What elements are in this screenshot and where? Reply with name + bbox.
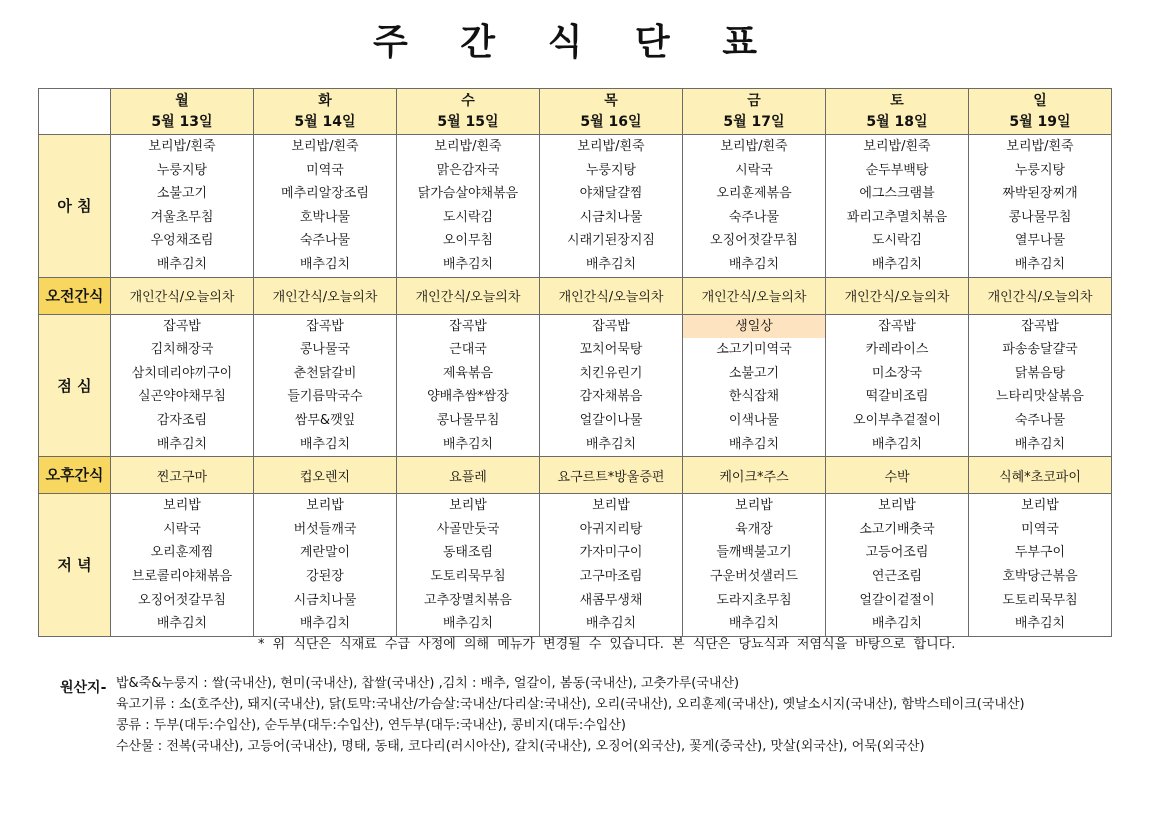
menu-item: 배추김치 [728,256,780,272]
page-title: 주 간 식 단 표 [372,22,777,63]
menu-item: 고구마조림 [579,568,643,584]
menu-item: 강된장 [306,568,344,584]
afternoon-snack-cell: 컵오렌지 [254,457,397,494]
menu-item: 배추김치 [728,436,780,452]
dinner-cell [254,494,397,637]
afternoon-snack-cell: 요플레 [397,457,540,494]
morning-snack-cell: 개인간식/오늘의차 [111,277,254,314]
day-header [254,89,397,135]
menu-item: 느타리맛살볶음 [996,389,1084,405]
day-header [111,89,254,135]
menu-change-note: * 위 식단은 식재료 수급 사정에 의해 메뉴가 변경될 수 있습니다. 본 식단은 당뇨식과 저염식을 바탕으로 합니다. [258,637,956,652]
menu-item: 맑은감자국 [436,162,500,178]
menu-item: 보리밥 [735,498,773,514]
menu-item: 배추김치 [442,436,494,452]
afternoon-snack-cell: 식혜*초코파이 [969,457,1112,494]
menu-item: 아귀지리탕 [579,521,643,537]
menu-item: 배추김치 [585,436,637,452]
afternoon-snack-row [39,457,1112,494]
menu-item: 미역국 [1021,521,1059,537]
day-date: 5월 13일 [151,113,213,130]
origin-line-rice-kimchi: 밥&죽&누룽지 : 쌀(국내산), 현미(국내산), 찹쌀(국내산) ,김치 : 배추, 얼갈이, 봄동(국내산), 고춧가루(국내산) [116,676,740,691]
lunch-cell [111,314,254,457]
dinner-cell [397,494,540,637]
menu-item: 감자채볶음 [579,389,643,405]
day-name: 월 [175,92,189,109]
day-date: 5월 18일 [866,113,928,130]
menu-item: 쌈무&깻잎 [294,412,356,428]
breakfast-cell [111,135,254,278]
menu-item: 숙주나물 [1014,412,1066,428]
menu-item: 제육볶음 [442,365,494,381]
menu-item: 꼬치어묵탕 [579,342,643,358]
menu-item: 꽈리고추멸치볶음 [846,209,948,225]
lunch-cell [683,314,826,457]
breakfast-label: 아 침 [39,135,111,278]
lunch-cell [397,314,540,457]
day-name: 일 [1033,92,1047,109]
menu-item: 보리밥 [878,498,916,514]
morning-snack-row [39,277,1112,314]
dinner-cell [540,494,683,637]
menu-item: 에그스크램블 [859,186,935,202]
menu-item: 배추김치 [1014,256,1066,272]
menu-item: 오징어젓갈무침 [138,592,226,608]
menu-item: 잡곡밥 [592,318,630,334]
menu-item: 열무나물 [1014,233,1066,249]
morning-snack-cell: 개인간식/오늘의차 [826,277,969,314]
menu-item: 보리밥/흰죽 [1006,139,1074,154]
menu-item: 오이무침 [442,233,494,249]
menu-item: 숙주나물 [728,209,780,225]
morning-snack-cell: 개인간식/오늘의차 [540,277,683,314]
morning-snack-cell: 개인간식/오늘의차 [254,277,397,314]
menu-item: 배추김치 [871,616,923,632]
dinner-cell [826,494,969,637]
day-date: 5월 15일 [437,113,499,130]
menu-item: 얼갈이나물 [579,412,643,428]
menu-item: 보리밥 [306,498,344,514]
menu-item: 소고기배춧국 [859,521,935,537]
morning-snack-label: 오전간식 [39,277,111,314]
dinner-cell [111,494,254,637]
menu-item: 닭볶음탕 [1014,365,1066,381]
menu-item: 보리밥 [449,498,487,514]
menu-item: 보리밥 [1021,498,1059,514]
menu-item: 배추김치 [156,436,208,452]
breakfast-row [39,135,1112,278]
menu-item: 가자미구이 [579,545,643,561]
menu-item: 얼갈이겉절이 [859,592,935,608]
menu-item: 보리밥/흰죽 [863,139,931,154]
menu-item: 사골만둣국 [436,521,500,537]
day-date: 5월 17일 [723,113,785,130]
menu-item: 고등어조림 [865,545,929,561]
menu-item: 배추김치 [871,436,923,452]
menu-item: 보리밥/흰죽 [291,139,359,154]
menu-item: 카레라이스 [865,342,929,358]
menu-item: 호박당근볶음 [1002,568,1078,584]
menu-item: 치킨유린기 [579,365,643,381]
menu-item: 보리밥/흰죽 [577,139,645,154]
menu-item: 배추김치 [442,256,494,272]
day-header [969,89,1112,135]
menu-item: 우엉채조림 [150,233,214,249]
menu-item: 보리밥 [163,498,201,514]
dinner-cell [683,494,826,637]
menu-item: 닭가슴살야채볶음 [417,186,519,202]
menu-item: 삼치데리야끼구이 [131,365,233,381]
morning-snack-cell: 개인간식/오늘의차 [969,277,1112,314]
menu-item: 미역국 [306,162,344,178]
dinner-label: 저 녁 [39,494,111,637]
day-header [683,89,826,135]
breakfast-cell [254,135,397,278]
menu-item: 잡곡밥 [878,318,916,334]
menu-item: 콩나물무침 [436,412,500,428]
menu-item: 한식잡채 [728,389,780,405]
day-date: 5월 14일 [294,113,356,130]
day-name: 금 [747,92,761,109]
origin-line-beans: 콩류 : 두부(대두:수입산), 순두부(대두:수입산), 연두부(대두:국내산), 콩비지(대두:수입산) [116,718,626,733]
menu-item: 시금치나물 [293,592,357,608]
menu-item: 새콤무생채 [579,592,643,608]
menu-item: 고추장멸치볶음 [424,592,512,608]
menu-item: 파송송달걀국 [1002,342,1078,358]
menu-item: 도토리묵무침 [430,568,506,584]
menu-item: 배추김치 [1014,616,1066,632]
menu-item: 브로콜리야채볶음 [131,568,233,584]
menu-item: 도시락김 [442,209,494,225]
menu-item: 오리훈제볶음 [716,186,792,202]
menu-item: 배추김치 [871,256,923,272]
menu-item: 야채달걀찜 [579,186,643,202]
menu-item: 짜박된장찌개 [1002,186,1078,202]
afternoon-snack-cell: 케이크*주스 [683,457,826,494]
menu-item: 계란말이 [299,545,351,561]
menu-item: 연근조림 [871,568,923,584]
menu-item: 구운버섯샐러드 [710,568,798,584]
day-header [826,89,969,135]
lunch-cell [540,314,683,457]
menu-item: 소불고기 [156,186,208,202]
menu-item: 양배추쌈*쌈장 [427,389,509,405]
dinner-cell [969,494,1112,637]
breakfast-cell [969,135,1112,278]
breakfast-cell [397,135,540,278]
menu-item: 배추김치 [299,616,351,632]
menu-item: 근대국 [449,342,487,358]
menu-item: 도라지초무침 [716,592,792,608]
menu-item: 두부구이 [1014,545,1066,561]
lunch-cell [826,314,969,457]
morning-snack-cell: 개인간식/오늘의차 [397,277,540,314]
menu-item: 들깨백불고기 [716,545,792,561]
menu-item: 오이부추겉절이 [853,412,941,428]
menu-item: 이색나물 [728,412,780,428]
lunch-row [39,314,1112,457]
menu-item: 잡곡밥 [163,318,201,334]
menu-item: 누룽지탕 [156,162,208,178]
menu-item: 도토리묵무침 [1002,592,1078,608]
menu-item: 메추리알장조림 [281,186,369,202]
menu-item: 배추김치 [728,616,780,632]
menu-item: 실곤약야채무침 [138,389,226,405]
afternoon-snack-cell: 수박 [826,457,969,494]
menu-item: 숙주나물 [299,233,351,249]
breakfast-cell [826,135,969,278]
dinner-row [39,494,1112,637]
menu-item: 호박나물 [299,209,351,225]
menu-item: 겨울초무침 [150,209,214,225]
menu-item: 동태조림 [442,545,494,561]
menu-item: 누룽지탕 [585,162,637,178]
menu-item: 배추김치 [442,616,494,632]
day-date: 5월 16일 [580,113,642,130]
menu-item: 보리밥/흰죽 [720,139,788,154]
menu-item: 잡곡밥 [306,318,344,334]
menu-item: 버섯들깨국 [293,521,357,537]
menu-item: 생일상 [683,315,825,339]
afternoon-snack-label: 오후간식 [39,457,111,494]
menu-item: 보리밥/흰죽 [148,139,216,154]
menu-item: 배추김치 [1014,436,1066,452]
menu-item: 시락국 [735,162,773,178]
menu-item: 소고기미역국 [716,342,792,358]
menu-item: 시래기된장지짐 [567,233,655,249]
menu-item: 잡곡밥 [449,318,487,334]
menu-item: 배추김치 [299,256,351,272]
lunch-cell [969,314,1112,457]
menu-item: 콩나물무침 [1008,209,1072,225]
origin-line-meat: 육고기류 : 소(호주산), 돼지(국내산), 닭(토막:국내산/가슴살:국내산/다리살:국내산), 오리(국내산), 오리훈제(국내산), 옛날소시지(국내산), 함박스테이크(국내산) [116,697,1025,712]
menu-item: 떡갈비조림 [865,389,929,405]
menu-item: 도시락김 [871,233,923,249]
menu-item: 감자조림 [156,412,208,428]
menu-item: 배추김치 [585,616,637,632]
menu-item: 배추김치 [156,616,208,632]
menu-item: 오징어젓갈무침 [710,233,798,249]
weekly-menu-table [38,88,1112,637]
menu-item: 육개장 [735,521,773,537]
menu-item: 누룽지탕 [1014,162,1066,178]
menu-item: 김치해장국 [150,342,214,358]
day-date: 5월 19일 [1009,113,1071,130]
afternoon-snack-cell: 찐고구마 [111,457,254,494]
day-name: 화 [318,92,332,109]
lunch-cell [254,314,397,457]
menu-item: 시락국 [163,521,201,537]
day-name: 토 [890,92,904,109]
menu-item: 미소장국 [871,365,923,381]
menu-item: 시금치나물 [579,209,643,225]
breakfast-cell [540,135,683,278]
menu-item: 배추김치 [299,436,351,452]
menu-item: 배추김치 [156,256,208,272]
breakfast-cell [683,135,826,278]
menu-item: 배추김치 [585,256,637,272]
day-header-row [39,89,1112,135]
origin-label: 원산지- [60,680,107,696]
menu-item: 잡곡밥 [1021,318,1059,334]
day-name: 목 [604,92,618,109]
menu-item: 들기름막국수 [287,389,363,405]
day-name: 수 [461,92,475,109]
menu-item: 콩나물국 [299,342,351,358]
lunch-label: 점 심 [39,314,111,457]
menu-item: 보리밥/흰죽 [434,139,502,154]
afternoon-snack-cell: 요구르트*방울증편 [540,457,683,494]
menu-item: 보리밥 [592,498,630,514]
menu-item: 순두부백탕 [865,162,929,178]
menu-item: 춘천닭갈비 [293,365,357,381]
day-header [540,89,683,135]
morning-snack-cell: 개인간식/오늘의차 [683,277,826,314]
origin-line-seafood: 수산물 : 전복(국내산), 고등어(국내산), 명태, 동태, 코다리(러시아산), 갈치(국내산), 오징어(외국산), 꽃게(중국산), 맛살(외국산), 어묵(외국산) [116,739,925,754]
menu-item: 오리훈제찜 [150,545,214,561]
menu-item: 소불고기 [728,365,780,381]
corner-cell [39,89,111,135]
day-header [397,89,540,135]
